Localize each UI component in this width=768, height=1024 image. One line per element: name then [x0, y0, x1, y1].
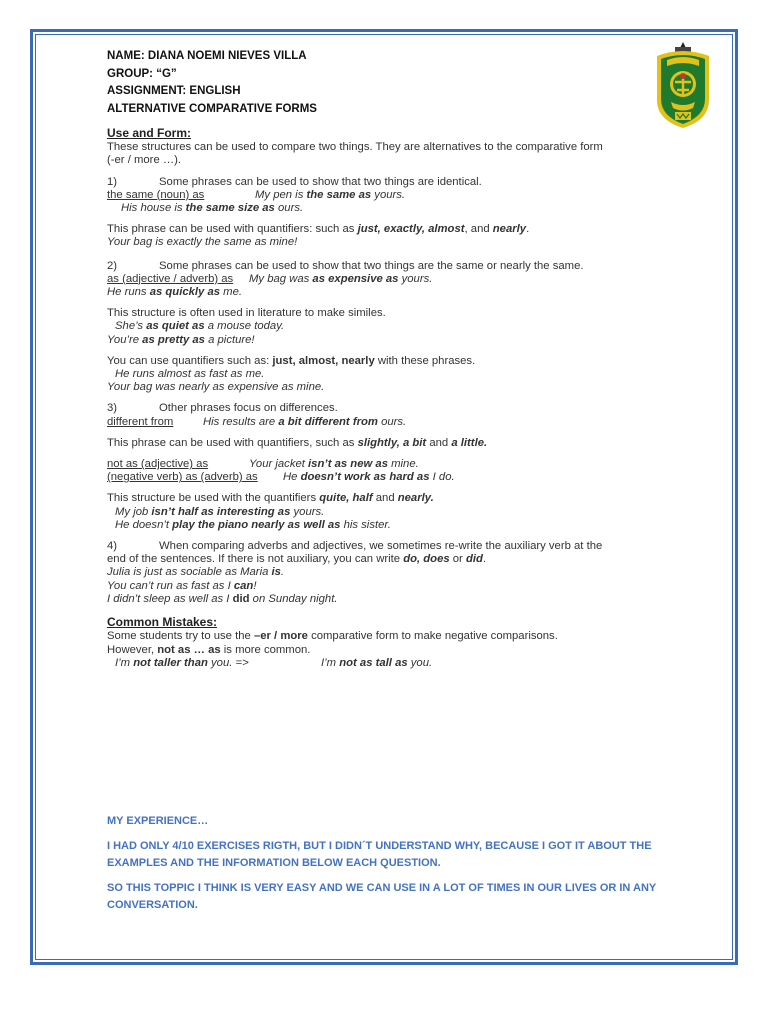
- section-2-literature: This structure is often used in literature to make similes.: [107, 307, 386, 320]
- section-3: 3) Other phrases focus on differences.: [107, 402, 338, 415]
- section-1-quantifiers: This phrase can be used with quantifiers: such as just, exactly, almost, and nearly.: [107, 223, 530, 236]
- section-3-pattern-line: different from His results are a bit different from ours.: [107, 415, 407, 428]
- section-4-example-1: Julia is just as sociable as Maria is.: [107, 566, 285, 579]
- experience-section: [107, 813, 667, 922]
- school-crest-icon: [653, 40, 713, 130]
- mistakes-line-2: However, not as … as is more common.: [107, 643, 311, 656]
- intro-line-1: These structures can be used to compare two things. They are alternatives to the comparative form: [107, 141, 603, 154]
- student-name: NAME: DIANA NOEMI NIEVES VILLA: [107, 50, 307, 62]
- section-2-quantifier-example-2: Your bag was nearly as expensive as mine.: [107, 381, 325, 394]
- experience-paragraph-1: I HAD ONLY 4/10 EXERCISES RIGTH, BUT I DIDN´T UNDERSTAND WHY, BECAUSE I GOT IT ABOUT THE EXAMPLES AND THE INFORMATION BELOW EACH QUESTION.: [107, 839, 652, 869]
- section-1-example: His house is the same size as ours.: [121, 202, 304, 215]
- section-4-example-3: I didn’t sleep as well as I did on Sunday night.: [107, 592, 338, 605]
- assignment-subject: ASSIGNMENT: ENGLISH: [107, 85, 241, 97]
- experience-title: MY EXPERIENCE…: [107, 815, 209, 827]
- section-1: 1) Some phrases can be used to show that two things are identical.: [107, 175, 482, 188]
- section-1-quantifier-example: Your bag is exactly the same as mine!: [107, 236, 298, 249]
- student-group: GROUP: “G”: [107, 67, 177, 80]
- section-3-quantifiers: This phrase can be used with quantifiers, such as slightly, a bit and a little.: [107, 436, 488, 449]
- section-2-quantifier-example-1: He runs almost as fast as me.: [115, 368, 265, 381]
- section-3-pattern-2: not as (adjective) as Your jacket isn’t as new as mine.: [107, 458, 419, 471]
- use-form-heading: Use and Form:: [107, 126, 192, 140]
- section-4-example-2: You can’t run as fast as I can!: [107, 579, 257, 592]
- common-mistakes-heading: Common Mistakes:: [107, 615, 218, 630]
- section-2: 2) Some phrases can be used to show that two things are the same or nearly the same.: [107, 259, 584, 272]
- section-3-quantifier-example-1: My job isn’t half as interesting as yours.: [115, 505, 325, 518]
- section-3-quantifier-example-2: He doesn’t play the piano nearly as well as his sister.: [115, 518, 391, 531]
- section-2-quantifiers: You can use quantifiers such as: just, almost, nearly with these phrases.: [107, 354, 476, 367]
- section-2-example: He runs as quickly as me.: [107, 286, 243, 299]
- section-1-pattern-line: the same (noun) as My pen is the same as yours.: [107, 188, 406, 201]
- lesson-content: [107, 127, 667, 670]
- section-3-quantifiers-2: This structure be used with the quantifiers quite, half and nearly.: [107, 492, 434, 505]
- experience-paragraph-2: SO THIS TOPPIC I THINK IS VERY EASY AND WE CAN USE IN A LOT OF TIMES IN OUR LIVES OR IN ANY CONVERSATION.: [107, 881, 657, 911]
- mistakes-example: I’m not taller than you. => I’m not as tall as you.: [115, 656, 433, 669]
- simile-example-2: You’re as pretty as a picture!: [107, 333, 255, 346]
- section-4: 4) When comparing adverbs and adjectives, we sometimes re-write the auxiliary verb at the: [107, 540, 603, 553]
- assignment-topic: ALTERNATIVE COMPARATIVE FORMS: [107, 102, 317, 115]
- section-4-line-2: end of the sentences. If there is not auxiliary, you can write do, does or did.: [107, 553, 487, 566]
- simile-example-1: She’s as quiet as a mouse today.: [115, 320, 285, 333]
- intro-line-2: (-er / more …).: [107, 154, 182, 167]
- mistakes-line-1: Some students try to use the –er / more comparative form to make negative comparisons.: [107, 630, 558, 643]
- section-2-pattern-line: as (adjective / adverb) as My bag was as expensive as yours.: [107, 272, 433, 285]
- section-3-pattern-3: (negative verb) as (adverb) as He doesn’t work as hard as I do.: [107, 471, 455, 484]
- student-header: [107, 48, 317, 118]
